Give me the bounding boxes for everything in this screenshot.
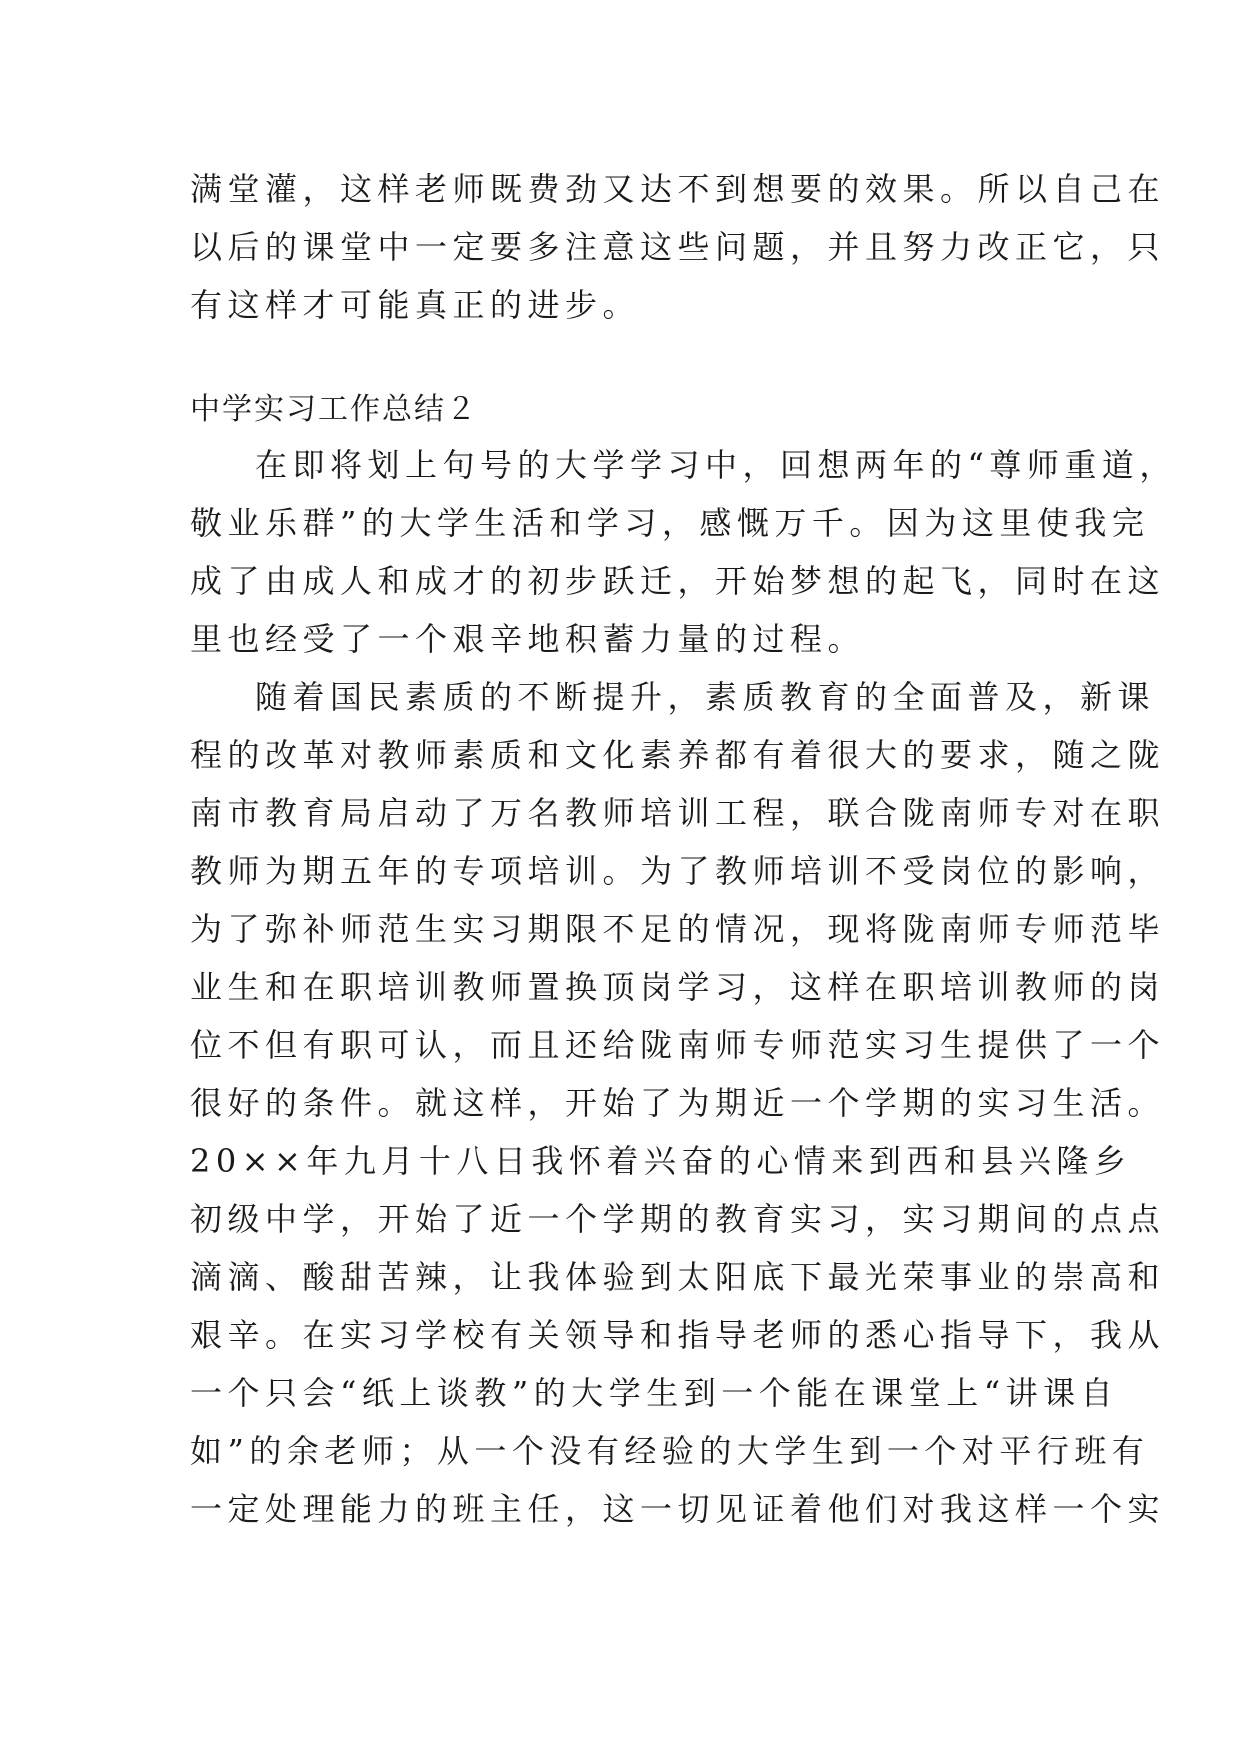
continuation-paragraph	[190, 160, 1166, 334]
text-line: 一定处理能力的班主任，这一切见证着他们对我这样一个实	[190, 1490, 1166, 1528]
text-line: 教师为期五年的专项培训。为了教师培训不受岗位的影响，	[190, 852, 1166, 890]
section-spacer	[190, 334, 1050, 384]
text-line: 敬业乐群”的大学生活和学习，感慨万千。因为这里使我完	[190, 504, 1150, 542]
text-line: 随着国民素质的不断提升，素质教育的全面普及，新课	[255, 678, 1156, 716]
text-line: 程的改革对教师素质和文化素养都有着很大的要求，随之陇	[190, 736, 1166, 774]
text-line: 如”的余老师；从一个没有经验的大学生到一个对平行班有	[190, 1432, 1150, 1470]
text-line: 很好的条件。就这样，开始了为期近一个学期的实习生活。	[190, 1084, 1166, 1122]
text-line: 初级中学，开始了近一个学期的教育实习，实习期间的点点	[190, 1200, 1166, 1238]
text-line: 业生和在职培训教师置换顶岗学习，这样在职培训教师的岗	[190, 968, 1166, 1006]
text-line: 有这样才可能真正的进步。	[190, 286, 641, 324]
paragraph-2	[190, 668, 1166, 1538]
text-line: 里也经受了一个艰辛地积蓄力量的过程。	[190, 620, 866, 658]
text-line: 在即将划上句号的大学学习中，回想两年的“尊师重道，	[255, 446, 1177, 484]
text-line: 位不但有职可认，而且还给陇南师专师范实习生提供了一个	[190, 1026, 1166, 1064]
text-line: 满堂灌，这样老师既费劲又达不到想要的效果。所以自己在	[190, 170, 1166, 208]
text-line: 南市教育局启动了万名教师培训工程，联合陇南师专对在职	[190, 794, 1166, 832]
text-line: 成了由成人和成才的初步跃迁，开始梦想的起飞，同时在这	[190, 562, 1166, 600]
text-line: 滴滴、酸甜苦辣，让我体验到太阳底下最光荣事业的崇高和	[190, 1258, 1166, 1296]
text-line: 为了弥补师范生实习期限不足的情况，现将陇南师专师范毕	[190, 910, 1166, 948]
text-line: 一个只会“纸上谈教”的大学生到一个能在课堂上“讲课自	[190, 1374, 1119, 1412]
text-line: 20××年九月十八日我怀着兴奋的心情来到西和县兴隆乡	[190, 1142, 1132, 1180]
paragraph-1	[190, 436, 1177, 668]
document-body	[190, 160, 1177, 1538]
section-title: 中学实习工作总结２	[190, 392, 478, 427]
text-line: 以后的课堂中一定要多注意这些问题，并且努力改正它，只	[190, 228, 1166, 266]
text-line: 艰辛。在实习学校有关领导和指导老师的悉心指导下，我从	[190, 1316, 1166, 1354]
